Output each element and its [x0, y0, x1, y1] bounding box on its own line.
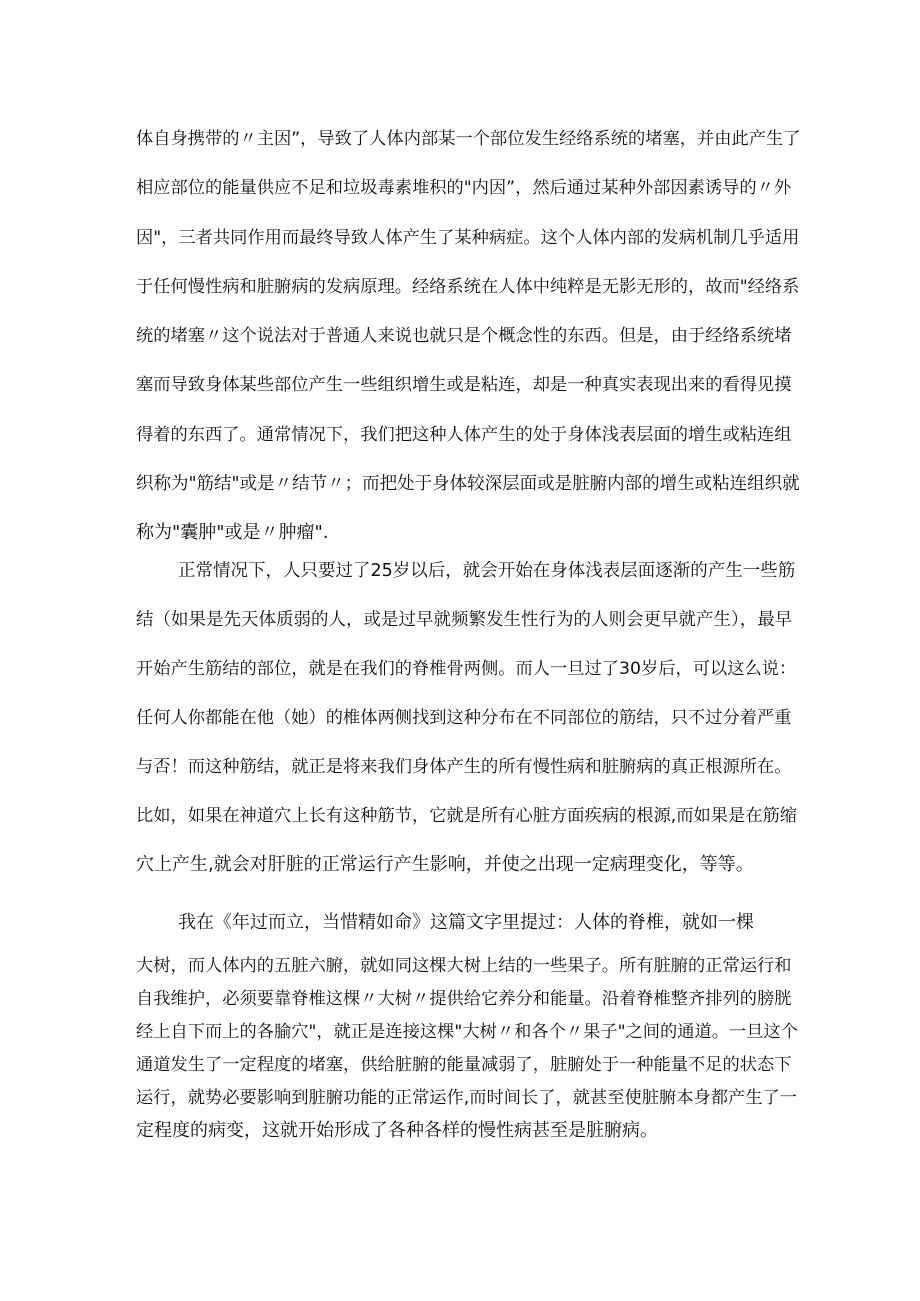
text-line: 结（如果是先天体质弱的人，或是过早就频繁发生性行为的人则会更早就产生），最早 [136, 610, 793, 630]
text-line: 自我维护，必须要靠脊椎这棵〃大树〃提供给它养分和能量。沿着脊椎整齐排列的膀胱 [136, 989, 792, 1009]
text-line: 定程度的病变，这就开始形成了各种各样的慢性病甚至是脏腑病。 [136, 1120, 658, 1141]
paragraph-1 [136, 124, 800, 568]
text-line: 经上自下而上的各腧穴"，就正是连接这棵"大树〃和各个〃果子"之间的通道。一旦这个 [136, 1022, 799, 1042]
text-line: 比如，如果在神道穴上长有这种筋节，它就是所有心脏方面疾病的根源,而如果是在筋缩 [136, 806, 797, 826]
text-line: 相应部位的能量供应不足和垃圾毒素堆积的"内因”，然后通过某种外部因素诱导的〃外 [136, 178, 792, 199]
text-line: 大树，而人体内的五脏六腑，就如同这棵大树上结的一些果子。所有脏腑的正常运行和 [136, 956, 792, 976]
text-line: 于任何慢性病和脏腑病的发病原理。经络系统在人体中纯粹是无影无形的，故而"经络系 [136, 276, 800, 297]
text-line: 体自身携带的〃主因”，导致了人体内部某一个部位发生经络系统的堵塞，并由此产生了 [136, 129, 801, 149]
text-line: 称为"囊肿"或是〃肿瘤". [136, 522, 329, 544]
text-line: 运行，就势必要影响到脏腑功能的正常运作,而时间长了，就甚至使脏腑本身都产生了一 [136, 1088, 797, 1108]
text-line: 织称为"筋结"或是〃结节〃；而把处于身体较深层面或是脏腑内部的增生或粘连组织就 [136, 474, 800, 495]
text-line: 统的堵塞〃这个说法对于普通人来说也就只是个概念性的东西。但是，由于经络系统堵 [136, 326, 792, 347]
text-line: 与否！而这种筋结，就正是将来我们身体产生的所有慢性病和脏腑病的真正根源所在。 [136, 757, 792, 777]
paragraph-3 [136, 908, 800, 1149]
text-line: 通道发生了一定程度的堵塞，供给脏腑的能量减弱了，脏腑处于一种能量不足的状态下 [136, 1055, 792, 1075]
text-line: 因"，三者共同作用而最终导致人体产生了某种病症。这个人体内部的发病机制几乎适用 [136, 227, 800, 248]
text-line: 塞而导致身体某些部位产生一些组织增生或是粘连，却是一种真实表现出来的看得见摸 [136, 375, 792, 396]
text-line: 任何人你都能在他（她）的椎体两侧找到这种分布在不同部位的筋结，只不过分着严重 [136, 708, 792, 728]
paragraph-2 [136, 556, 800, 899]
text-line: 得着的东西了。通常情况下，我们把这种人体产生的处于身体浅表层面的增生或粘连组 [136, 424, 792, 445]
text-line: 我在《年过而立，当惜精如命》这篇文字里提过：人体的脊椎，就如一棵 [178, 912, 754, 933]
text-line: 穴上产生,就会对肝脏的正常运行产生影响，并使之出现一定病理变化，等等。 [136, 854, 754, 875]
text-line: 开始产生筋结的部位，就是在我们的脊椎骨两侧。而人一旦过了30岁后，可以这么说： [136, 659, 797, 679]
text-line: 正常情况下，人只要过了25岁以后，就会开始在身体浅表层面逐渐的产生一些筋 [178, 561, 796, 581]
